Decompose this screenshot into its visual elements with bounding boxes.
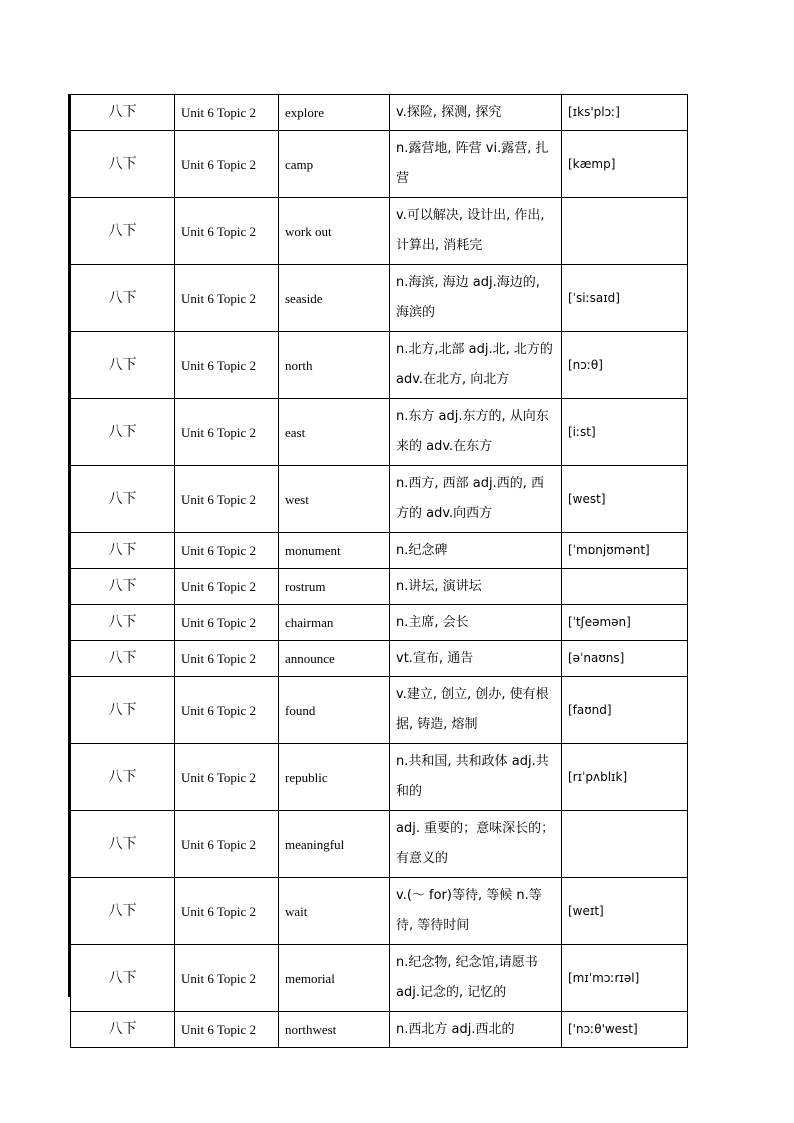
table-row [71, 533, 688, 569]
table-row [71, 265, 688, 332]
table-row [71, 466, 688, 533]
meaning-cell: vt.宣布, 通告 [390, 641, 562, 677]
table-row [71, 605, 688, 641]
grade-cell: 八下 [71, 641, 175, 677]
unit-cell: Unit 6 Topic 2 [175, 399, 279, 466]
word-cell: announce [279, 641, 390, 677]
phonetic-cell: [rɪˈpʌblɪk] [562, 744, 688, 811]
meaning-cell: n.北方,北部 adj.北, 北方的 adv.在北方, 向北方 [390, 332, 562, 399]
meaning-cell: n.东方 adj.东方的, 从向东来的 adv.在东方 [390, 399, 562, 466]
table-row [71, 811, 688, 878]
meaning-cell: v.可以解决, 设计出, 作出, 计算出, 消耗完 [390, 198, 562, 265]
meaning-cell: n.共和国, 共和政体 adj.共和的 [390, 744, 562, 811]
phonetic-cell: [weɪt] [562, 878, 688, 945]
table-row [71, 569, 688, 605]
word-cell: northwest [279, 1012, 390, 1048]
phonetic-cell: [mɪˈmɔːrɪəl] [562, 945, 688, 1012]
grade-cell: 八下 [71, 533, 175, 569]
table-row [71, 677, 688, 744]
word-cell: republic [279, 744, 390, 811]
meaning-cell: n.西北方 adj.西北的 [390, 1012, 562, 1048]
phonetic-cell: ['nɔːθ'west] [562, 1012, 688, 1048]
table-row [71, 332, 688, 399]
unit-cell: Unit 6 Topic 2 [175, 605, 279, 641]
meaning-cell: v.(～ for)等待, 等候 n.等待, 等待时间 [390, 878, 562, 945]
table-row [71, 198, 688, 265]
grade-cell: 八下 [71, 878, 175, 945]
grade-cell: 八下 [71, 744, 175, 811]
word-cell: east [279, 399, 390, 466]
word-cell: north [279, 332, 390, 399]
word-cell: memorial [279, 945, 390, 1012]
unit-cell: Unit 6 Topic 2 [175, 569, 279, 605]
meaning-cell: n.海滨, 海边 adj.海边的, 海滨的 [390, 265, 562, 332]
unit-cell: Unit 6 Topic 2 [175, 533, 279, 569]
table-row [71, 131, 688, 198]
meaning-cell: v.建立, 创立, 创办, 使有根据, 铸造, 熔制 [390, 677, 562, 744]
grade-cell: 八下 [71, 677, 175, 744]
unit-cell: Unit 6 Topic 2 [175, 1012, 279, 1048]
word-cell: work out [279, 198, 390, 265]
grade-cell: 八下 [71, 569, 175, 605]
unit-cell: Unit 6 Topic 2 [175, 265, 279, 332]
meaning-cell: n.纪念物, 纪念馆,请愿书 adj.记念的, 记忆的 [390, 945, 562, 1012]
meaning-cell: v.探险, 探测, 探究 [390, 95, 562, 131]
word-cell: found [279, 677, 390, 744]
phonetic-cell: [west] [562, 466, 688, 533]
unit-cell: Unit 6 Topic 2 [175, 945, 279, 1012]
table-row [71, 95, 688, 131]
word-cell: west [279, 466, 390, 533]
grade-cell: 八下 [71, 95, 175, 131]
phonetic-cell: [ˈsiːsaɪd] [562, 265, 688, 332]
phonetic-cell [562, 569, 688, 605]
table-row [71, 641, 688, 677]
phonetic-cell: [ˈtʃeəmən] [562, 605, 688, 641]
grade-cell: 八下 [71, 265, 175, 332]
meaning-cell: n.西方, 西部 adj.西的, 西方的 adv.向西方 [390, 466, 562, 533]
word-cell: meaningful [279, 811, 390, 878]
unit-cell: Unit 6 Topic 2 [175, 641, 279, 677]
grade-cell: 八下 [71, 466, 175, 533]
phonetic-cell: [ɪks'plɔː] [562, 95, 688, 131]
meaning-cell: n.纪念碑 [390, 533, 562, 569]
phonetic-cell: [kæmp] [562, 131, 688, 198]
phonetic-cell: [nɔːθ] [562, 332, 688, 399]
word-cell: chairman [279, 605, 390, 641]
table-row [71, 399, 688, 466]
phonetic-cell: [faʊnd] [562, 677, 688, 744]
meaning-cell: n.主席, 会长 [390, 605, 562, 641]
unit-cell: Unit 6 Topic 2 [175, 466, 279, 533]
vocabulary-table [70, 94, 688, 1048]
grade-cell: 八下 [71, 332, 175, 399]
grade-cell: 八下 [71, 131, 175, 198]
unit-cell: Unit 6 Topic 2 [175, 198, 279, 265]
meaning-cell: adj. 重要的；意味深长的；有意义的 [390, 811, 562, 878]
grade-cell: 八下 [71, 399, 175, 466]
word-cell: monument [279, 533, 390, 569]
grade-cell: 八下 [71, 605, 175, 641]
vocabulary-table-body [71, 95, 688, 1048]
table-row [71, 1012, 688, 1048]
unit-cell: Unit 6 Topic 2 [175, 744, 279, 811]
meaning-cell: n.讲坛, 演讲坛 [390, 569, 562, 605]
word-cell: seaside [279, 265, 390, 332]
meaning-cell: n.露营地, 阵营 vi.露营, 扎营 [390, 131, 562, 198]
word-cell: explore [279, 95, 390, 131]
table-row [71, 878, 688, 945]
unit-cell: Unit 6 Topic 2 [175, 131, 279, 198]
phonetic-cell: [iːst] [562, 399, 688, 466]
grade-cell: 八下 [71, 198, 175, 265]
phonetic-cell [562, 811, 688, 878]
unit-cell: Unit 6 Topic 2 [175, 677, 279, 744]
word-cell: camp [279, 131, 390, 198]
phonetic-cell: [əˈnaʊns] [562, 641, 688, 677]
table-row [71, 945, 688, 1012]
word-cell: wait [279, 878, 390, 945]
unit-cell: Unit 6 Topic 2 [175, 95, 279, 131]
grade-cell: 八下 [71, 811, 175, 878]
unit-cell: Unit 6 Topic 2 [175, 811, 279, 878]
grade-cell: 八下 [71, 1012, 175, 1048]
grade-cell: 八下 [71, 945, 175, 1012]
phonetic-cell: [ˈmɒnjʊmənt] [562, 533, 688, 569]
unit-cell: Unit 6 Topic 2 [175, 332, 279, 399]
table-row [71, 744, 688, 811]
word-cell: rostrum [279, 569, 390, 605]
unit-cell: Unit 6 Topic 2 [175, 878, 279, 945]
phonetic-cell [562, 198, 688, 265]
